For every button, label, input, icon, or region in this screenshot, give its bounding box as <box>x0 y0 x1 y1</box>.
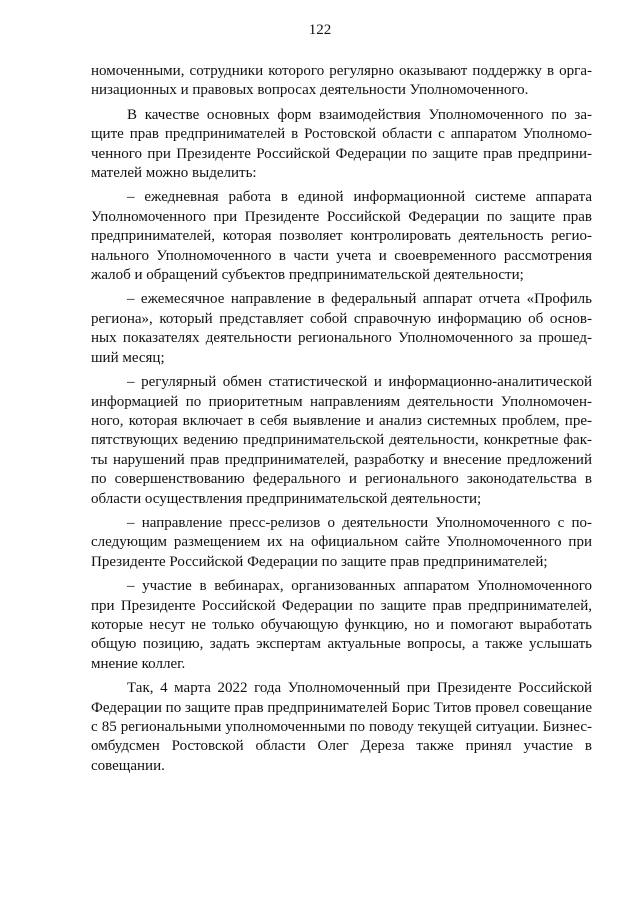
paragraph-list-item-webinars: – участие в вебинарах, организованных аппаратом Уполномоченного при Президенте Российской Федерации по защите прав предпринимателей, которые несут не только обучающую функцию, но и помогают выработать общую позицию, задать экспертам актуальные вопросы, а также услышать мнение коллег. <box>91 578 592 672</box>
paragraph-list-item-monthly-report: – ежемесячное направление в федеральный аппарат отчета «Профиль региона», который представляет собой справочную информацию об основных показателях деятельности регионального Уполномоченного за прошедший месяц; <box>91 291 592 366</box>
paragraph-interaction-forms-intro: В качестве основных форм взаимодействия Уполномоченного по защите прав предпринимателей в Ростовской области с аппаратом Уполномоченного при Президенте Российской Федерации по защите прав предпринимателей можно выделить: <box>91 106 592 182</box>
page-number: 122 <box>308 22 332 38</box>
document-body <box>91 62 592 781</box>
paragraph-list-item-info-exchange: – регулярный обмен статистической и информационно-аналитической информацией по приоритетным направлениям деятельности Уполномоченного, которая включает в себя выявление и анализ системных проблем, препятствующих ведению предпринимательской деятельности, конкретные факты нарушений прав предпринимателей, разработку и внесение предложений по совершенствованию федерального и регионального законодательства в области осуществления предпринимательской деятельности; <box>91 374 592 507</box>
paragraph-meeting-march-2022: Так, 4 марта 2022 года Уполномоченный при Президенте Российской Федерации по защите прав предпринимателей Борис Титов провел совещание с 85 региональными уполномоченными по поводу текущей ситуации. Бизнес-омбудсмен Ростовской области Олег Дереза также принял участие в совещании. <box>91 680 592 774</box>
paragraph-continuation: номоченными, сотрудники которого регулярно оказывают поддержку в организационных и правовых вопросах деятельности Уполномоченного. <box>91 63 592 99</box>
paragraph-list-item-daily-work: – ежедневная работа в единой информационной системе аппарата Уполномоченного при Президенте Российской Федерации по защите прав предпринимателей, которая позволяет контролировать деятельность регионального Уполномоченного в части учета и своевременного рассмотрения жалоб и обращений субъектов предпринимательской деятельности; <box>91 189 592 284</box>
paragraph-list-item-press-releases: – направление пресс-релизов о деятельности Уполномоченного с последующим размещением их на официальном сайте Уполномоченного при Президенте Российской Федерации по защите прав предпринимателей; <box>91 514 592 570</box>
